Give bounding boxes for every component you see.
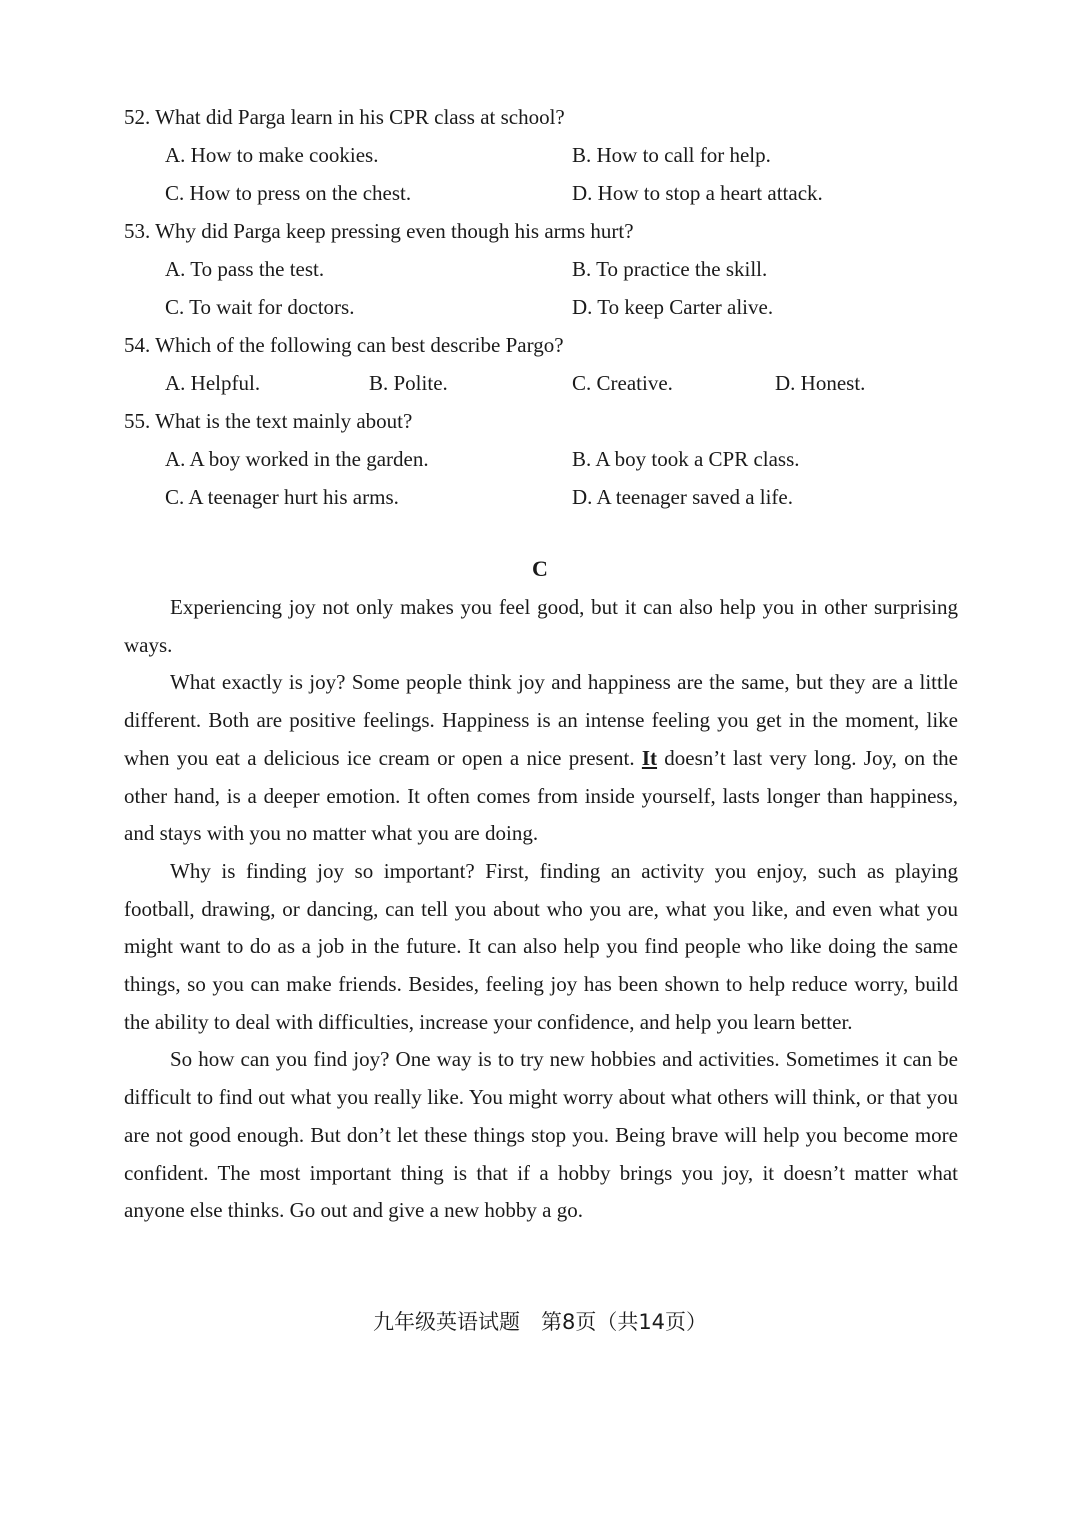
option-d: D. A teenager saved a life. xyxy=(572,485,793,509)
option-row xyxy=(124,364,964,402)
reading-passage xyxy=(124,589,958,1230)
option-d: D. Honest. xyxy=(775,371,866,395)
option-d: D. To keep Carter alive. xyxy=(572,295,774,319)
option-c: C. Creative. xyxy=(572,371,673,395)
option-d: D. How to stop a heart attack. xyxy=(572,181,823,205)
underlined-word: It xyxy=(641,745,658,770)
paragraph-3: Why is finding joy so important? First, finding an activity you enjoy, such as playing football, drawing, or dancing, can tell you about who you are, what you like, and even what you might want to do as a job in the future. It can also help you find people who like doing the same things, so you can make friends. Besides, feeling joy has been shown to help reduce worry, build the ability to deal with difficulties, increase your confidence, and help you learn better. xyxy=(124,858,958,1034)
option-b: B. Polite. xyxy=(369,371,448,395)
paragraph-2 xyxy=(124,664,958,853)
option-row xyxy=(124,440,964,478)
option-a: A. To pass the test. xyxy=(165,257,325,281)
option-row xyxy=(124,478,964,516)
option-row xyxy=(124,174,964,212)
option-b: B. A boy took a CPR class. xyxy=(572,447,800,471)
option-row xyxy=(124,136,964,174)
question-55 xyxy=(124,402,964,516)
paragraph-2-text-before: What exactly is joy? Some people think joy and happiness are the same, but they are a little different. Both are positive feelings. Happiness is an intense feeling you get in the moment, like when you eat a delicious ice cream or open a nice present. xyxy=(124,670,958,770)
question-stem: 55. What is the text mainly about? xyxy=(124,409,413,433)
option-b: B. How to call for help. xyxy=(572,143,771,167)
paragraph-2-text-after: doesn’t last very long. Joy, on the other hand, is a deeper emotion. It often comes from inside yourself, lasts longer than happiness, and stays with you no matter what you are doing. xyxy=(124,745,959,846)
paragraph-1: Experiencing joy not only makes you feel good, but it can also help you in other surprising ways. xyxy=(124,595,958,657)
option-row xyxy=(124,288,964,326)
option-b: B. To practice the skill. xyxy=(572,257,768,281)
section-heading: C xyxy=(532,556,548,581)
question-54 xyxy=(124,326,964,402)
page-footer: 九年级英语试题 第8页（共14页） xyxy=(372,1310,708,1334)
question-stem: 54. Which of the following can best describe Pargo? xyxy=(124,333,564,357)
option-a: A. A boy worked in the garden. xyxy=(165,447,429,471)
question-53 xyxy=(124,212,964,326)
option-c: C. A teenager hurt his arms. xyxy=(165,485,399,509)
question-52 xyxy=(124,98,964,212)
paragraph-4: So how can you find joy? One way is to try new hobbies and activities. Sometimes it can be difficult to find out what you really like. You might worry about what others will think, or that you are not good enough. But don’t let these things stop you. Being brave will help you become more confident. The most important thing is that if a hobby brings you joy, it doesn’t matter what anyone else thinks. Go out and give a new hobby a go. xyxy=(124,1047,958,1223)
option-row xyxy=(124,250,964,288)
question-stem: 53. Why did Parga keep pressing even though his arms hurt? xyxy=(124,219,634,243)
option-c: C. To wait for doctors. xyxy=(165,295,355,319)
option-a: A. How to make cookies. xyxy=(165,143,379,167)
option-c: C. How to press on the chest. xyxy=(165,181,412,205)
option-a: A. Helpful. xyxy=(165,371,261,395)
question-stem: 52. What did Parga learn in his CPR class at school? xyxy=(124,105,565,129)
question-list xyxy=(124,98,964,516)
